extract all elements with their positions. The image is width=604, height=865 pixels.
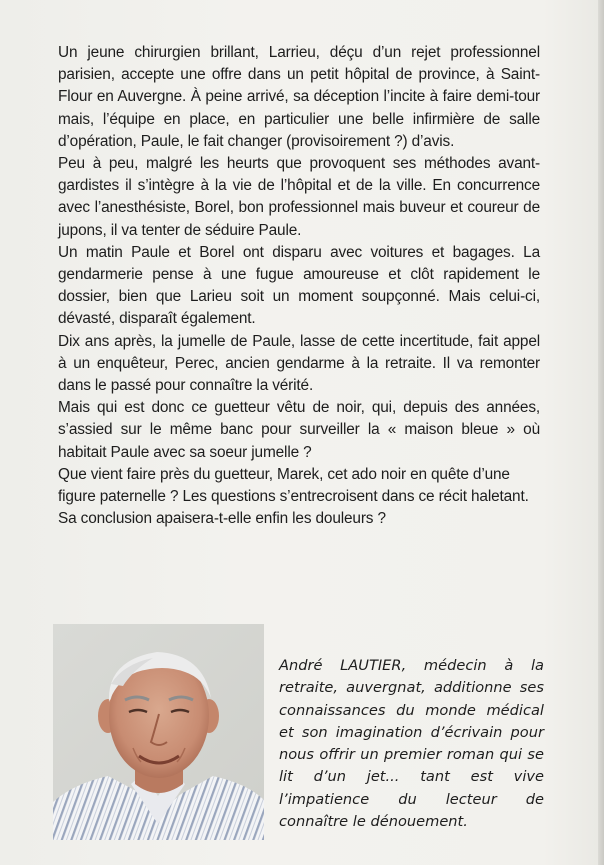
book-summary (58, 42, 540, 530)
summary-paragraph-3: Un matin Paule et Borel ont disparu avec voitures et bagages. La gendarmerie pense à une fugue amoureuse et clôt rapidement le dossier, bien que Larieu soit un moment soupçonné. Mais celui-ci, dévasté, disparaît également. (58, 243, 540, 328)
author-portrait-icon (53, 624, 264, 840)
page-edge (598, 0, 604, 865)
summary-paragraph-1: Un jeune chirurgien brillant, Larrieu, déçu d’un rejet professionnel parisien, accepte une offre dans un petit hôpital de province, à Saint-Flour en Auvergne. À peine arrivé, sa déception l’incite à faire demi-tour mais, l’équipe en place, en particulier une belle infirmière de salle d’opération, Paule, le fait changer (provisoirement ?) d’avis. (58, 44, 540, 150)
author-photo (53, 624, 264, 840)
author-bio (279, 655, 544, 833)
author-bio-text: , médecin à la retraite, auvergnat, additionne ses connaissances du monde médical et son imagination d’écrivain pour nous offrir un premier roman qui se lit d’un jet... tant est vive l’impatience du lecteur de connaître le dénouement. (279, 657, 544, 831)
summary-paragraph-5: Mais qui est donc ce guetteur vêtu de noir, qui, depuis des années, s’assied sur le même banc pour surveiller la « maison bleue » où habitait Paule avec sa soeur jumelle ? (58, 399, 540, 461)
summary-paragraph-2: Peu à peu, malgré les heurts que provoquent ses méthodes avant-gardistes il s’intègre à la vie de l’hôpital et de la ville. En concurrence avec l’anesthésiste, Borel, bon professionnel mais buveur et coureur de jupons, il va tenter de séduire Paule. (58, 155, 540, 239)
author-name: André LAUTIER (279, 657, 402, 674)
summary-paragraph-4: Dix ans après, la jumelle de Paule, lasse de cette incertitude, fait appel à un enquêteur, Perec, ancien gendarme à la retraite. Il va remonter dans le passé pour connaître la vérité. (58, 332, 540, 395)
summary-paragraph-6: Que vient faire près du guetteur, Marek, cet ado noir en quête d’une figure paternelle ? Les questions s’entrecroisent dans ce récit haletant. Sa conclusion apaisera-t-elle enfin les douleurs ? (58, 465, 529, 528)
